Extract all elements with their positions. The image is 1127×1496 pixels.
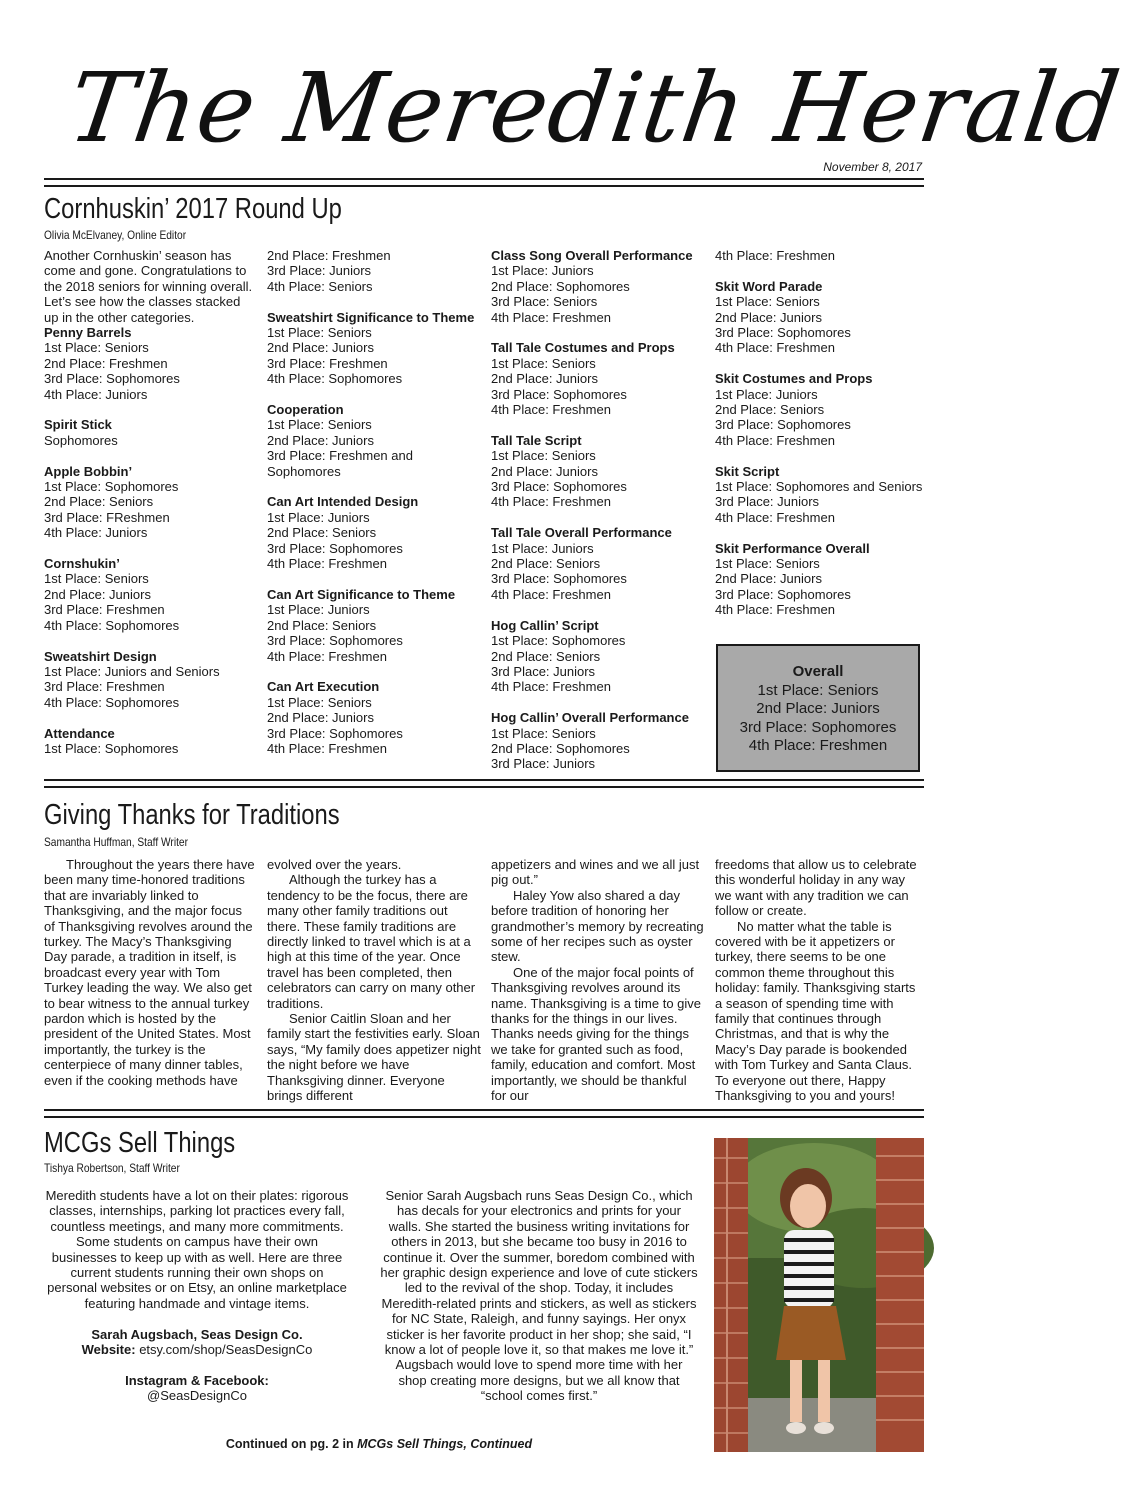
results-category — [267, 310, 481, 387]
masthead-rule-top — [44, 178, 924, 180]
placement-line: 4th Place: Freshmen — [715, 602, 835, 618]
paragraph: freedoms that allow us to celebrate this wonderful holiday in any way we want with any tradition we can follow or create. — [715, 857, 917, 919]
results-category — [267, 679, 481, 756]
category-title: Can Art Intended Design — [267, 494, 419, 510]
category-title: Can Art Execution — [267, 679, 380, 695]
results-category — [44, 417, 256, 448]
placement-line: 3rd Place: Sophomores — [267, 725, 403, 741]
category-title: Can Art Significance to Theme — [267, 586, 456, 602]
results-category — [491, 525, 705, 602]
section-rule — [44, 786, 924, 788]
overall-title: Overall — [792, 663, 844, 680]
placement-line: 3rd Place: Seniors — [491, 294, 598, 310]
placement-line: 2nd Place: Seniors — [715, 402, 825, 418]
placement-line: 4th Place: Freshmen — [715, 248, 835, 263]
placement-line: 1st Place: Seniors — [44, 571, 149, 587]
placement-line: 2nd Place: Sophomores — [491, 278, 630, 294]
category-title: Skit Word Parade — [715, 278, 823, 294]
placement-line: Sophomores — [44, 432, 118, 448]
byline-thanks: Samantha Huffman, Staff Writer — [44, 835, 189, 849]
results-category — [715, 371, 925, 448]
category-title: Skit Costumes and Props — [715, 371, 873, 387]
placement-line: 3rd Place: Sophomores — [44, 371, 180, 387]
placement-line: 4th Place: Freshmen — [715, 340, 835, 356]
overall-line: 3rd Place: Sophomores — [739, 718, 897, 736]
placement-line: 2nd Place: Freshmen — [44, 355, 168, 371]
paragraph: No matter what the table is covered with be it appetizers or turkey, there seems to be one common theme throughout this holiday: family. Thanksgiving starts a season of spending time with family that continues through Christmas, and that is why the Macy’s Day parade is bookended with Tom Turkey and Santa Claus. To everyone out there, Happy Thanksgiving to you and yours! — [715, 918, 916, 1104]
website-link[interactable]: etsy.com/shop/SeasDesignCo — [139, 1342, 313, 1358]
paragraph: Senior Sarah Augsbach runs Seas Design Co., which has decals for your electronics and prints for your walls. She started the business writing invitations for others in 2013, but she became too busy in 2016 to continue it. Over the summer, boredom combined with her graphic design experience and love of cute stickers led to the revival of the shop. Today, it includes Meredith-related prints and stickers, as well as stickers for NC State, Raleigh, and funny sayings. Her onyx sticker is her favorite product in her shop; she said, “I know a lot of people love it, so that makes me love it.” Augsbach would love to spend more time with her shop creating more designs, but we all know that “school comes first.” — [380, 1188, 698, 1404]
results-category — [715, 248, 925, 263]
photo-illustration — [714, 1138, 924, 1452]
category-title: Cornshukin’ — [44, 556, 120, 572]
placement-line: 2nd Place: Seniors — [267, 525, 377, 541]
results-category — [44, 464, 256, 541]
results-category — [491, 340, 705, 417]
results-category — [491, 710, 705, 772]
placement-line: 2nd Place: Seniors — [44, 494, 154, 510]
social-handle[interactable]: @SeasDesignCo — [147, 1388, 247, 1404]
placement-line: 1st Place: Juniors — [267, 509, 370, 525]
placement-line: 3rd Place: Freshmen — [267, 355, 388, 371]
results-category — [267, 494, 481, 571]
masthead-rule-bottom — [44, 185, 924, 187]
placement-line: 1st Place: Juniors — [715, 386, 818, 402]
website-label: Website: — [81, 1342, 136, 1358]
headline-cornhuskin: Cornhuskin’ 2017 Round Up — [44, 193, 342, 225]
placement-line: 1st Place: Sophomores — [491, 633, 626, 649]
placement-line: 4th Place: Freshmen — [267, 740, 387, 756]
placement-line: 1st Place: Seniors — [44, 340, 149, 356]
student-photo — [714, 1138, 924, 1452]
results-category — [44, 325, 256, 402]
byline-cornhuskin: Olivia McElvaney, Online Editor — [44, 228, 187, 242]
placement-line: 1st Place: Sophomores and Seniors — [715, 479, 923, 495]
thanks-column-4 — [715, 857, 925, 1104]
paragraph: Haley Yow also shared a day before tradition of honoring her grandmother’s memory by recreating some of her recipes such as oyster stew. — [491, 887, 704, 965]
category-title: Tall Tale Overall Performance — [491, 525, 672, 541]
paragraph: Although the turkey has a tendency to be the focus, there are many other family traditions out there. These family traditions are directly linked to travel which is at a high at this time of the year. Once travel has been completed, then celebrators can carry on many other traditions. — [267, 872, 476, 1011]
placement-line: 1st Place: Seniors — [491, 725, 596, 741]
overall-line: 2nd Place: Juniors — [756, 700, 880, 717]
results-category — [491, 248, 705, 325]
placement-line: 4th Place: Freshmen — [491, 586, 611, 602]
results-category — [491, 618, 705, 695]
overall-line: 4th Place: Freshmen — [748, 737, 888, 754]
placement-line: 3rd Place: Sophomores — [715, 417, 851, 433]
category-title: Apple Bobbin’ — [44, 463, 133, 479]
results-category — [44, 726, 256, 757]
placement-line: 2nd Place: Seniors — [491, 556, 601, 572]
paragraph: One of the major focal points of Thanksgiving revolves around its name. Thanksgiving is a time to give thanks for the things in our lives. Thanks needs giving for the things we take for granted such as food, family, education and comfort. Most importantly, we should be thankful for our — [491, 964, 702, 1104]
placement-line: 4th Place: Freshmen — [715, 509, 835, 525]
paragraph: Meredith students have a lot on their plates: rigorous classes, internships, parking lot practices every fall, countless meetings, and many more commitments. Some students on campus have their own businesses to keep up with as well. Here are three current students running their own shops on personal websites or on Etsy, an online marketplace featuring handmade and vintage items. — [45, 1188, 349, 1311]
thanks-column-3 — [491, 857, 705, 1104]
placement-line: 2nd Place: Juniors — [44, 586, 151, 602]
placement-line: 1st Place: Seniors — [715, 556, 820, 572]
placement-line: 4th Place: Freshmen — [267, 648, 387, 664]
results-category — [44, 649, 256, 711]
placement-line: 3rd Place: Freshmen — [44, 679, 165, 695]
results-category — [267, 402, 481, 479]
placement-line: 3rd Place: Sophomores — [267, 540, 403, 556]
section-rule — [44, 779, 924, 781]
thanks-column-2 — [267, 857, 481, 1104]
category-title: Class Song Overall Performance — [491, 248, 693, 263]
placement-line: 1st Place: Juniors — [491, 540, 594, 556]
placement-line: 3rd Place: Juniors — [491, 663, 596, 679]
placement-line: 3rd Place: Juniors — [715, 494, 820, 510]
placement-line: 3rd Place: FReshmen — [44, 509, 170, 525]
placement-line: 1st Place: Seniors — [491, 355, 596, 371]
social-label: Instagram & Facebook: — [125, 1372, 269, 1388]
placement-line: 2nd Place: Juniors — [267, 340, 374, 356]
placement-line: 4th Place: Juniors — [44, 525, 148, 541]
section-rule — [44, 1109, 924, 1111]
cornhuskin-intro: Another Cornhuskin’ season has come and gone. Congratulations to the 2018 seniors for winning overall. Let’s see how the classes stacked up in the other categories. — [44, 248, 253, 325]
category-title: Hog Callin’ Overall Performance — [491, 710, 689, 726]
placement-line: 3rd Place: Sophomores — [491, 386, 627, 402]
placement-line: 4th Place: Freshmen — [267, 556, 387, 572]
newspaper-masthead: The Meredith Herald — [62, 52, 1127, 164]
category-title: Spirit Stick — [44, 417, 112, 433]
placement-line: 1st Place: Juniors — [267, 602, 370, 618]
placement-line: 1st Place: Seniors — [267, 417, 372, 433]
category-title: Cooperation — [267, 402, 344, 418]
placement-line: 3rd Place: Freshmen — [44, 602, 165, 618]
category-title: Skit Script — [715, 463, 780, 479]
placement-line: 2nd Place: Juniors — [267, 710, 374, 726]
results-category — [267, 587, 481, 664]
paragraph: appetizers and wines and we all just pig out.” — [491, 857, 700, 888]
results-category — [44, 556, 256, 633]
category-title: Tall Tale Costumes and Props — [491, 340, 675, 356]
placement-line: 1st Place: Sophomores — [44, 479, 179, 495]
mcgs-column-2 — [380, 1188, 698, 1404]
placement-line: 3rd Place: Sophomores — [491, 571, 627, 587]
placement-line: 2nd Place: Seniors — [267, 617, 377, 633]
placement-line: 2nd Place: Juniors — [715, 309, 822, 325]
results-category — [491, 433, 705, 510]
placement-line: 1st Place: Seniors — [715, 294, 820, 310]
placement-line: 3rd Place: Sophomores — [491, 479, 627, 495]
placement-line: 3rd Place: Sophomores — [715, 586, 851, 602]
mcgs-column-1 — [44, 1188, 350, 1404]
placement-line: 3rd Place: Sophomores — [715, 325, 851, 341]
placement-line: 4th Place: Freshmen — [491, 402, 611, 418]
placement-line: 1st Place: Sophomores — [44, 740, 179, 756]
issue-date: November 8, 2017 — [823, 160, 922, 174]
headline-mcgs: MCGs Sell Things — [44, 1127, 236, 1159]
continued-prefix: Continued on pg. 2 in — [225, 1437, 358, 1451]
results-category — [715, 464, 925, 526]
section-rule — [44, 1116, 924, 1118]
overall-results-box — [716, 644, 920, 772]
placement-line: 1st Place: Juniors — [491, 263, 594, 279]
category-title: Hog Callin’ Script — [491, 617, 599, 633]
placement-line: 2nd Place: Sophomores — [491, 740, 630, 756]
category-title: Skit Performance Overall — [715, 540, 870, 556]
profile-name: Sarah Augsbach, Seas Design Co. — [91, 1326, 303, 1342]
paragraph: Senior Caitlin Sloan and her family start the festivities early. Sloan says, “My family does appetizer night the night before we have Thanksgiving dinner. Everyone brings different — [267, 1011, 481, 1104]
results-category — [267, 248, 481, 294]
placement-line: 3rd Place: Freshmen and Sophomores — [267, 448, 413, 479]
category-title: Sweatshirt Design — [44, 648, 157, 664]
placement-line: 4th Place: Freshmen — [491, 679, 611, 695]
category-title: Sweatshirt Significance to Theme — [267, 309, 475, 325]
category-title: Penny Barrels — [44, 325, 132, 341]
placement-line: 4th Place: Seniors — [267, 278, 373, 294]
category-title: Tall Tale Script — [491, 432, 582, 448]
placement-line: 4th Place: Juniors — [44, 386, 148, 402]
continued-title[interactable]: MCGs Sell Things, Continued — [357, 1437, 533, 1451]
placement-line: 1st Place: Seniors — [491, 448, 596, 464]
placement-line: 3rd Place: Sophomores — [267, 633, 403, 649]
placement-line: 3rd Place: Juniors — [267, 263, 372, 279]
placement-line: 4th Place: Sophomores — [44, 694, 180, 710]
cornhuskin-column-4 — [715, 248, 925, 633]
placement-line: 4th Place: Freshmen — [491, 309, 611, 325]
placement-line: 2nd Place: Freshmen — [267, 248, 391, 263]
results-category — [715, 541, 925, 618]
cornhuskin-column-3 — [491, 248, 705, 787]
results-list-1 — [44, 325, 256, 756]
cornhuskin-column-2 — [267, 248, 481, 772]
results-list-2 — [267, 248, 481, 756]
placement-line: 1st Place: Seniors — [267, 325, 372, 341]
placement-line: 2nd Place: Juniors — [491, 371, 598, 387]
category-title: Attendance — [44, 725, 115, 741]
placement-line: 4th Place: Freshmen — [715, 432, 835, 448]
placement-line: 2nd Place: Juniors — [715, 571, 822, 587]
placement-line: 4th Place: Freshmen — [491, 494, 611, 510]
placement-line: 4th Place: Sophomores — [267, 371, 403, 387]
overall-line: 1st Place: Seniors — [757, 681, 879, 699]
placement-line: 2nd Place: Juniors — [491, 463, 598, 479]
thanks-column-1 — [44, 857, 256, 1088]
results-category — [715, 279, 925, 356]
placement-line: 2nd Place: Seniors — [491, 648, 601, 664]
results-list-4 — [715, 248, 925, 618]
placement-line: 4th Place: Sophomores — [44, 617, 180, 633]
continued-note — [44, 1437, 714, 1451]
placement-line: 3rd Place: Juniors — [491, 756, 596, 772]
paragraph: Throughout the years there have been many time-honored traditions that are invariably linked to Thanksgiving, and the major focus of Thanksgiving revolves around the turkey. The Macy’s Thanksgiving Day parade, a tradition in itself, is broadcast every year with Tom Turkey leading the way. We also get to bear witness to the annual turkey pardon which is hosted by the president of the United States. Most importantly, the turkey is the centerpiece of many dinner tables, even if the cooking methods have — [44, 857, 255, 1088]
headline-thanks: Giving Thanks for Traditions — [44, 799, 340, 831]
placement-line: 1st Place: Juniors and Seniors — [44, 663, 220, 679]
cornhuskin-column-1 — [44, 248, 256, 772]
paragraph: evolved over the years. — [267, 857, 402, 872]
results-list-3 — [491, 248, 705, 772]
placement-line: 1st Place: Seniors — [267, 694, 372, 710]
placement-line: 2nd Place: Juniors — [267, 432, 374, 448]
byline-mcgs: Tishya Robertson, Staff Writer — [44, 1161, 180, 1175]
